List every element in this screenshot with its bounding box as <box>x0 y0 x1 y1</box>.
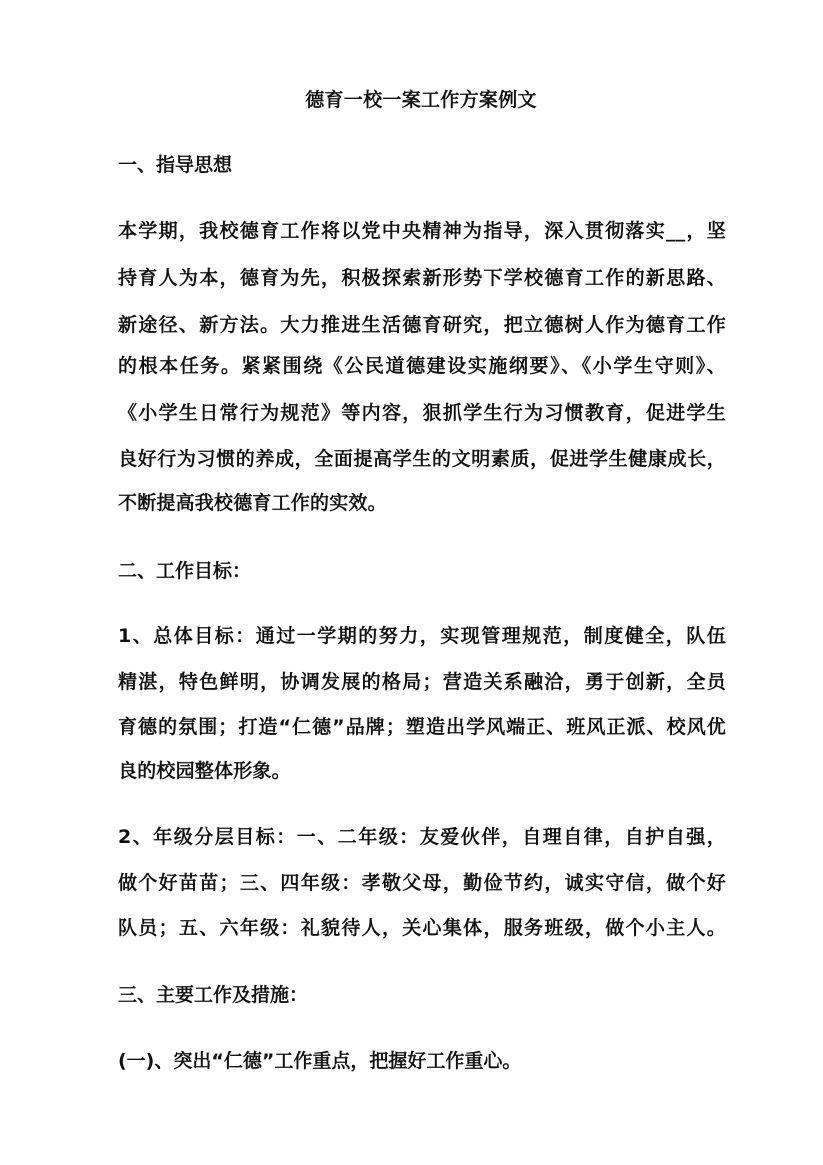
subsection-heading-key-focus: (一)、突出“仁德”工作重点，把握好工作重心。 <box>118 1050 522 1072</box>
paragraph-line: 2、年级分层目标：一、二年级：友爱伙伴，自理自律，自护自强， <box>118 826 726 848</box>
paragraph-line: 育德的氛围；打造“仁德”品牌；塑造出学风端正、班风正派、校风优 <box>118 716 726 738</box>
paragraph-line: 新途径、新方法。大力推进生活德育研究，把立德树人作为德育工作 <box>118 314 726 336</box>
document-title: 德育一校一案工作方案例文 <box>305 89 537 111</box>
paragraph-line: 本学期，我校德育工作将以党中央精神为指导，深入贯彻落实__，坚 <box>118 220 726 242</box>
paragraph-line: 良好行为习惯的养成，全面提高学生的文明素质，促进学生健康成长， <box>118 448 726 470</box>
section-heading-main-work: 三、主要工作及措施： <box>118 984 309 1006</box>
paragraph-line: 的根本任务。紧紧围绕《公民道德建设实施纲要》、《小学生守则》、 <box>118 355 726 377</box>
paragraph-line: 队员；五、六年级：礼貌待人，关心集体，服务班级，做个小主人。 <box>118 917 726 939</box>
paragraph-line: 做个好苗苗；三、四年级：孝敬父母，勤俭节约，诚实守信，做个好 <box>118 872 726 894</box>
paragraph-line: 持育人为本，德育为先，积极探索新形势下学校德育工作的新思路、 <box>118 267 726 289</box>
section-heading-guiding-thought: 一、指导思想 <box>118 154 233 176</box>
paragraph-line: 《小学生日常行为规范》等内容，狠抓学生行为习惯教育，促进学生 <box>118 402 726 424</box>
paragraph-line: 精湛，特色鲜明，协调发展的格局；营造关系融洽，勇于创新，全员 <box>118 671 726 693</box>
paragraph-line: 1、总体目标：通过一学期的努力，实现管理规范，制度健全，队伍 <box>118 625 726 647</box>
paragraph-line: 不断提高我校德育工作的实效。 <box>118 492 387 514</box>
section-heading-work-goals: 二、工作目标： <box>118 560 252 582</box>
paragraph-line: 良的校园整体形象。 <box>118 760 291 782</box>
